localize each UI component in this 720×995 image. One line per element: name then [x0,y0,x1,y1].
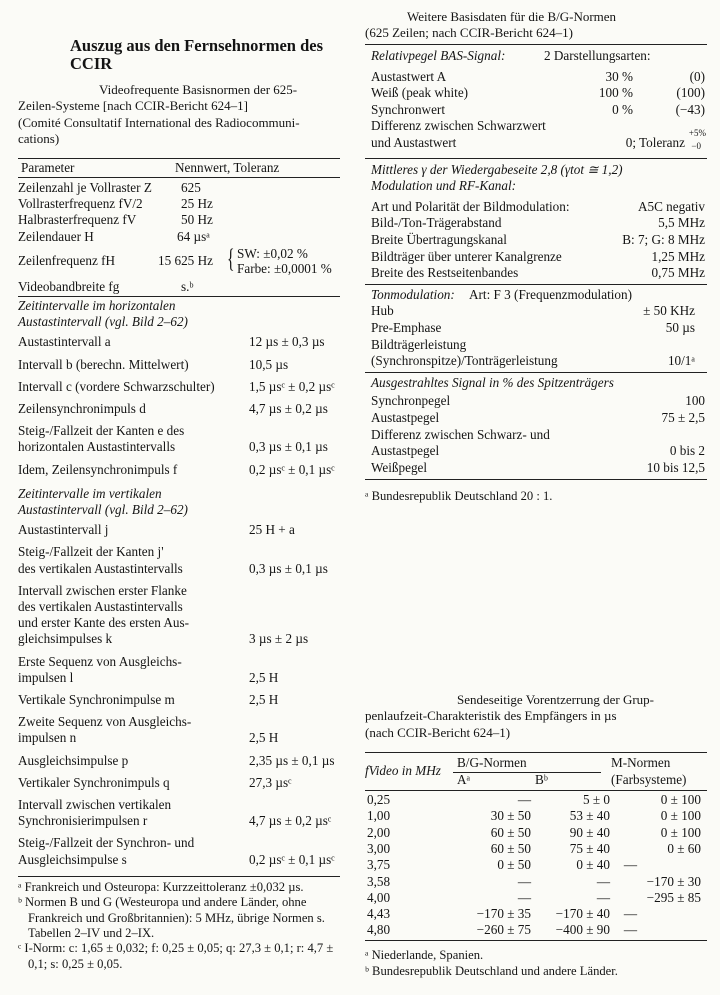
section-title: Zeitintervalle im horizontalen [18,298,176,313]
row-value: 25 Hz [181,196,213,212]
row-value: 100 [685,393,705,409]
cell-a: −260 ± 75 [476,922,531,938]
row-value: 2,5 H [249,692,279,707]
cell-fvideo: 0,25 [367,792,391,807]
footnote: ᵇ Normen B und G (Westeuropa und andere Länder, ohne Frankreich und Großbritannien): 5 MHz, übrige Normen s. Tabellen 2–IV und 2–IX. [18,895,325,940]
cell-fvideo: 3,58 [367,873,391,889]
row-label: Differenz zwischen Schwarz- und [371,426,550,442]
cell-a: 60 ± 50 [490,840,531,856]
row-parameter: Ausgleichsimpulse p [18,752,129,768]
row-value: 75 ± 2,5 [661,410,705,425]
cell-m: — [623,922,637,938]
vz-head-m2: (Farbsysteme) [611,772,687,787]
ton-title-value: Art: F 3 (Frequenzmodulation) [469,286,632,302]
cell-b: — [596,873,610,889]
row-parameter: Intervall c (vordere Schwarzschulter) [18,378,215,394]
row-parameter: impulsen n [18,730,77,746]
row-value: 27,3 µsᶜ [249,774,292,790]
cell-a: 30 ± 50 [490,808,531,824]
row-label: Weißpegel [371,459,428,475]
row-value: 0 bis 2 [669,443,705,459]
row-parameter: Steig-/Fallzeit der Synchron- und [18,835,195,851]
page-title: Auszug aus den Fernsehnormen des CCIR [70,36,324,74]
cell-fvideo: 4,43 [367,906,391,922]
vz-bottom-rule [365,940,707,941]
row-parameter: Intervall zwischen erster Flanke [18,582,187,598]
intro-line: (Comité Consultatif International des Radiocommuni- [18,114,300,130]
row-value: ± 50 KHz [643,303,695,319]
ton-title-label: Tonmodulation: [371,286,455,302]
footnote: ᵃ Frankreich und Osteuropa: Kurzzeittoleranz ±0,032 µs. [18,879,304,894]
cell-a: — [517,792,531,807]
row-parameter: horizontalen Austastintervalls [18,439,176,455]
vorentzerrung-title-line: penlaufzeit-Charakteristik des Empfängers in µs [365,708,617,724]
intro-line: Zeilen-Systeme [nach CCIR-Bericht 624–1] [18,98,248,114]
vz-head-m: M-Normen [611,755,671,770]
modulation-value: A5C negativ [637,198,705,214]
table-bottom-rule [365,479,707,480]
table-bottom-rule [18,876,340,877]
row-parameter: des vertikalen Austastintervalls [18,560,183,576]
vz-footnote: ᵇ Bundesrepublik Deutschland und andere Länder. [365,963,618,978]
cell-a: — [517,873,531,889]
vz-head-b: Bᵇ [535,772,548,787]
row-parameter: Zweite Sequenz von Ausgleichs- [18,714,192,730]
diff-label: und Austastwert [371,135,457,150]
row-parameter: Videobandbreite fg [18,278,120,294]
header-parameter: Parameter [21,160,75,175]
row-parameter: Steig-/Fallzeit der Kanten e des [18,423,185,439]
cell-b: −400 ± 90 [555,922,610,938]
cell-a: 60 ± 50 [490,824,531,840]
row-value: 2,5 H [249,730,279,746]
bas-value-1: 0 % [612,101,633,117]
modulation-label: Breite des Restseitenbandes [371,265,519,281]
footnote: ᵃ Bundesrepublik Deutschland 20 : 1. [365,489,553,504]
row-value: 10 bis 12,5 [646,459,705,475]
row-parameter: Zeilenfrequenz fH [18,252,116,268]
row-parameter: impulsen l [18,669,74,685]
row-parameter: Vertikale Synchronimpulse m [18,692,175,707]
row-parameter: gleichsimpulses k [18,631,113,647]
section-rule [365,158,707,159]
modulation-value: B: 7; G: 8 MHz [622,232,705,247]
row-parameter: des vertikalen Austastintervalls [18,599,183,614]
cell-fvideo: 4,00 [367,889,391,905]
row-parameter: Steig-/Fallzeit der Kanten j' [18,544,164,560]
row-parameter: Zeilendauer H [18,228,94,244]
bas-title-value: 2 Darstellungsarten: [544,48,651,63]
cell-m: 0 ± 60 [667,840,701,856]
row-parameter: Intervall zwischen vertikalen [18,797,172,812]
section-title: Zeitintervalle im vertikalen [18,485,162,501]
cell-fvideo: 2,00 [367,824,391,840]
vz-top-rule [365,752,707,753]
basisdaten-title [365,9,707,42]
vz-head-a: Aᵃ [457,772,471,787]
modulation-label: Art und Polarität der Bildmodulation: [371,198,570,214]
row-label: Bildträgerleistung [371,336,467,352]
cell-m: −295 ± 85 [646,889,701,905]
cell-fvideo: 4,80 [367,922,391,938]
diff-tol-bot: −0 [691,141,701,151]
modulation-value: 5,5 MHz [658,215,705,231]
cell-b: 75 ± 40 [569,840,610,856]
row-value: 10,5 µs [249,356,289,372]
row-parameter: Austastintervall j [18,522,109,538]
section-title: Austastintervall (vgl. Bild 2–62) [18,314,188,330]
brace: { [227,243,235,273]
row-value: 10/1ᵃ [667,353,695,369]
row-parameter: Intervall b (berechn. Mittelwert) [18,356,189,372]
vorentzerrung-title-line: (nach CCIR-Bericht 624–1) [365,724,511,740]
modulation-label: Bild-/Ton-Trägerabstand [371,215,502,231]
row-value: 0,3 µs ± 0,1 µs [249,560,328,576]
row-parameter: Vertikaler Synchronimpuls q [18,774,170,790]
row-parameter: Idem, Zeilensynchronimpuls f [18,461,178,477]
diff-tol-top: +5% [688,128,706,138]
row-value: 50 µs [665,320,695,335]
cell-fvideo: 3,00 [367,840,391,856]
bas-title-label: Relativpegel BAS-Signal: [371,48,506,63]
header-value: Nennwert, Toleranz [175,160,280,175]
row-value: 15 625 Hz [158,252,213,268]
gamma-title: Mittleres γ der Wiedergabeseite 2,8 (γtot ≅ 1,2) [371,161,623,177]
cell-b: 5 ± 0 [582,792,610,807]
intro-line: Videofrequente Basisnormen der 625- [99,82,298,97]
row-value: 2,5 H [249,669,279,685]
tolerance-farbe: Farbe: ±0,0001 % [237,260,332,276]
row-value: 1,5 µsᶜ ± 0,2 µsᶜ [249,378,335,394]
bas-value-2: (100) [676,85,705,101]
vz-head-fvideo: fVideo in MHz [365,763,441,778]
intro-line: cations) [18,130,60,146]
row-value: 0,2 µsᶜ ± 0,1 µsᶜ [249,461,335,477]
modulation-label: Breite Übertragungskanal [371,232,507,247]
section-rule [365,284,707,285]
bas-value-2: (0) [689,68,705,84]
row-label: Pre-Emphase [371,320,442,335]
vz-head-bg: B/G-Normen [457,755,527,770]
cell-m: −170 ± 30 [646,873,701,889]
row-parameter: Halbrasterfrequenz fV [18,212,137,228]
cell-fvideo: 1,00 [367,808,391,824]
table-header [18,158,340,178]
bas-value-1: 30 % [605,68,633,84]
modulation-title: Modulation und RF-Kanal: [371,178,517,194]
row-label: Austastpegel [371,410,440,425]
row-value: 3 µs ± 2 µs [249,631,309,647]
row-value: 2,35 µs ± 0,1 µs [249,752,335,768]
basisdaten-subtitle: (625 Zeilen; nach CCIR-Bericht 624–1) [365,25,573,41]
row-parameter: Ausgleichsimpulse s [18,851,127,867]
cell-b: 0 ± 40 [576,857,610,873]
diff-value: 0; Toleranz [625,135,685,150]
modulation-label: Bildträger über unterer Kanalgrenze [371,248,562,264]
footnotes [18,880,340,972]
intro-text [18,82,340,147]
cell-b: −170 ± 40 [555,906,610,922]
section-title: Austastintervall (vgl. Bild 2–62) [18,502,188,517]
row-value: 625 [181,180,201,195]
modulation-value: 0,75 MHz [651,265,705,281]
row-parameter: Austastintervall a [18,334,111,350]
bas-label: Synchronwert [371,101,445,117]
diff-label: Differenz zwischen Schwarzwert [371,118,546,134]
cell-a: — [517,889,531,905]
bas-label: Austastwert A [371,68,447,84]
top-rule [365,44,707,45]
row-value: 0,3 µs ± 0,1 µs [249,439,328,455]
cell-b: 53 ± 40 [569,808,610,824]
row-parameter: und erster Kante des ersten Aus- [18,615,190,631]
section-rule [365,372,707,373]
row-value: 64 µsᵃ [177,228,210,244]
row-label: (Synchronspitze)/Tonträgerleistung [371,353,558,369]
cell-a: 0 ± 50 [497,857,531,873]
row-parameter: Vollrasterfrequenz fV/2 [18,196,143,212]
row-parameter: Zeilensynchronimpuls d [18,401,146,416]
section-rule [18,296,340,297]
cell-m: 0 ± 100 [660,792,701,807]
cell-a: −170 ± 35 [476,906,531,922]
vorentzerrung-title-line: Sendeseitige Vorentzerrung der Grup- [457,692,654,707]
row-value: 25 H + a [249,522,295,538]
row-parameter: Zeilenzahl je Vollraster Z [18,180,152,195]
row-value: 4,7 µs ± 0,2 µsᶜ [249,813,332,829]
cell-m: 0 ± 100 [660,824,701,840]
cell-b: 90 ± 40 [569,824,610,840]
row-value: 50 Hz [181,212,213,228]
bas-value-2: (−43) [675,101,705,117]
row-label: Austastpegel [371,443,440,459]
vz-sub-rule [453,772,601,773]
cell-b: — [596,889,610,905]
row-value: s.ᵇ [181,278,194,294]
tolerance-sw: SW: ±0,02 % [237,245,308,261]
bas-label: Weiß (peak white) [371,85,469,101]
row-value: 4,7 µs ± 0,2 µs [249,401,328,416]
cell-m: — [623,906,637,922]
cell-m: 0 ± 100 [660,808,701,824]
row-value: 0,2 µsᶜ ± 0,1 µsᶜ [249,851,335,867]
row-label: Synchronpegel [371,393,451,409]
ausgestrahlt-title: Ausgestrahltes Signal in % des Spitzenträgers [371,374,614,390]
cell-fvideo: 3,75 [367,857,391,873]
row-value: 12 µs ± 0,3 µs [249,334,325,350]
cell-m: — [623,857,637,873]
row-label: Hub [371,303,394,319]
row-parameter: Erste Sequenz von Ausgleichs- [18,653,182,669]
modulation-value: 1,25 MHz [651,248,705,264]
row-parameter: Synchronisierimpulsen r [18,813,148,829]
bas-value-1: 100 % [598,85,633,101]
footnote: ᶜ I-Norm: c: 1,65 ± 0,032; f: 0,25 ± 0,05; q: 27,3 ± 0,1; r: 4,7 ± 0,1; s: 0,25 ± 0,05. [18,941,334,971]
vz-head-rule [365,790,707,791]
vorentzerrung-title [365,692,707,741]
basisdaten-title-line: Weitere Basisdaten für die B/G-Normen [407,9,617,24]
vz-footnote: ᵃ Niederlande, Spanien. [365,947,484,962]
